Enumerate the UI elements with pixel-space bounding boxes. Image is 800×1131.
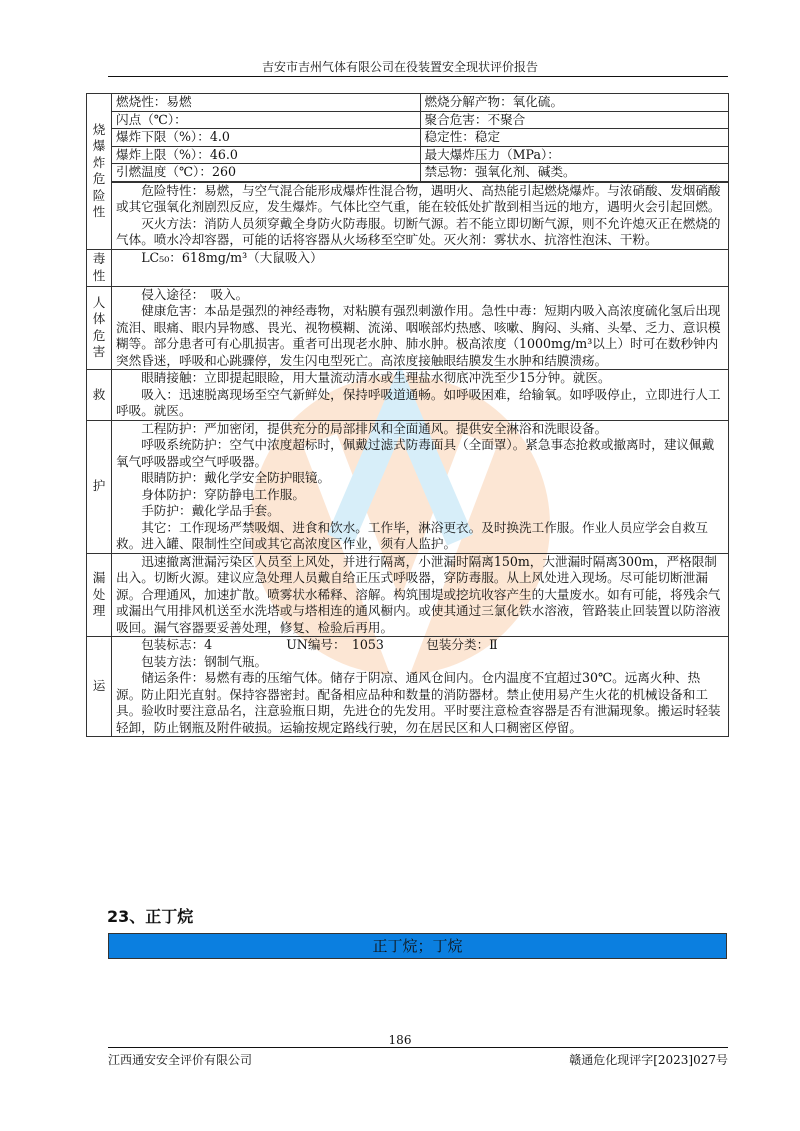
storage-text: 储运条件：易燃有毒的压缩气体。储存于阴凉、通风仓间内。仓内温度不宜超过30℃。远离火种、热源。防止阳光直射。保持容器密封。配备相应品种和数量的消防器材。禁止使用易产生火花的机械设备和工具。验收时要注意品名，注意验瓶日期，先进仓的先发用。平时要注意检查容器是否有泄漏现象。搬运时轻装轻卸，防止钢瓶及附件破损。运输按规定路线行驶，勿在居民区和人口稠密区停留。 xyxy=(116,670,721,735)
rescue-label: 救 xyxy=(87,370,112,421)
leak-text: 迅速撤离泄漏污染区人员至上风处，并进行隔离，小泄漏时隔离150m，大泄漏时隔离300m，严格限制出入。切断火源。建议应急处理人员戴自给正压式呼吸器，穿防毒服。从上风处进入现场。尽可能切断泄漏源。合理通风，加速扩散。喷雾状水稀释、溶解。构筑围堤或挖坑收容产生的大量废水。如有可能，将残余气或漏出气用排风机送至水洗塔或与塔相连的通风橱内。或使其通过三氯化铁水溶液，管路装止回装置以防溶液吸回。漏气容器要妥善处理，修复、检验后再用。 xyxy=(116,553,721,635)
fire-row xyxy=(112,147,728,165)
hazard-text: 危险特性：易燃，与空气混合能形成爆炸性混合物，遇明火、高热能引起燃烧爆炸。与浓硝酸、发烟硝酸或其它强氧化剂剧烈反应，发生爆炸。气体比空气重，能在较低处扩散到相当远的地方，遇明火会引起回燃。 xyxy=(116,182,721,214)
cell: 禁忌物：强氧化剂、碱类。 xyxy=(420,164,729,181)
toxicity-label: 毒性 xyxy=(87,249,112,286)
cell: 最大爆炸压力（MPa）： xyxy=(420,147,729,164)
protection-label: 护 xyxy=(87,420,112,553)
page-number: 186 xyxy=(388,1033,412,1047)
msds-table xyxy=(86,93,729,737)
footer-company: 江西通安安全评价有限公司 xyxy=(108,1053,253,1067)
inhalation-text: 吸入：迅速脱离现场至空气新鲜处，保持呼吸道通畅。如呼吸困难，给输氧。如呼吸停止，立即进行人工呼吸。就医。 xyxy=(116,386,721,418)
transport-section xyxy=(87,637,729,737)
package-info-line xyxy=(116,637,724,654)
package-method: 包装方法：钢制气瓶。 xyxy=(141,653,268,669)
page-header: 吉安市吉州气体有限公司在役装置安全现状评价报告 xyxy=(261,60,538,74)
cell: 引燃温度（℃）：260 xyxy=(116,164,236,179)
protection-item: 身体防护：穿防静电工作服。 xyxy=(141,486,305,502)
firefighting-text: 灭火方法：消防人员须穿戴全身防火防毒服。切断气源。若不能立即切断气源，则不允许熄灭正在燃烧的气体。喷水冷却容器，可能的话将容器从火场移至空旷处。灭火剂：雾状水、抗溶性泡沫、干粉。 xyxy=(116,215,721,247)
fire-row xyxy=(112,112,728,130)
header-rule xyxy=(108,76,728,77)
leak-label: 漏处理 xyxy=(87,553,112,637)
package-mark: 包装标志：4 xyxy=(141,637,213,652)
health-label: 人体危害 xyxy=(87,286,112,370)
fire-row xyxy=(112,164,728,182)
footer-report-number: 赣通危化现评字[2023]027号 xyxy=(569,1053,728,1067)
fire-section xyxy=(87,94,729,250)
cell: 爆炸上限（%）：46.0 xyxy=(116,146,238,162)
cell: 燃烧性：易燃 xyxy=(116,94,192,109)
fire-hazard-block xyxy=(112,182,728,249)
protection-section xyxy=(87,420,729,553)
package-class: 包装分类：Ⅱ xyxy=(426,637,498,652)
protection-item: 工程防护：严加密闭，提供充分的局部排风和全面通风。提供安全淋浴和洗眼设备。 xyxy=(141,420,608,436)
health-text: 健康危害：本品是强烈的神经毒物，对粘膜有强烈刺激作用。急性中毒：短期内吸入高浓度硫化氢后出现流泪、眼痛、眼内异物感、畏光、视物模糊、流涕、咽喉部灼热感、咳嗽、胸闷、头痛、头晕、乏力、意识模糊等。部分患者可有心肌损害。重者可出现老水肿、肺水肿。极高浓度（1000mg/m³以上）时可在数秒钟内突然昏迷，呼吸和心跳骤停，发生闪电型死亡。高浓度接触眼结膜发生水肿和结膜溃疡。 xyxy=(116,303,721,368)
eye-contact-text: 眼睛接触：立即提起眼睑，用大量流动清水或生理盐水彻底冲洗至少15分钟。就医。 xyxy=(141,370,611,385)
fire-row xyxy=(112,94,728,112)
cell: 燃烧分解产物：氧化硫。 xyxy=(420,94,729,111)
protection-item: 手防护：戴化学品手套。 xyxy=(141,503,280,518)
fire-label: 烧爆炸危险性 xyxy=(87,94,112,250)
toxicity-text: LC₅₀：618mg/m³（大鼠吸入） xyxy=(141,249,323,265)
substance-name-bar: 正丁烷；丁烷 xyxy=(108,933,727,959)
health-section xyxy=(87,286,729,370)
protection-content xyxy=(112,420,729,553)
fire-row xyxy=(112,129,728,147)
cell: 聚合危害：不聚合 xyxy=(420,112,729,129)
footer-rule xyxy=(108,1047,728,1048)
section-heading: 23、正丁烷 xyxy=(107,907,194,926)
protection-item: 其它：工作现场严禁吸烟、进食和饮水。工作毕，淋浴更衣。及时换洗工作服。作业人员应学会自救互救。进入罐、限制性空间或其它高浓度区作业，须有人监护。 xyxy=(116,519,708,551)
cell: 稳定性：稳定 xyxy=(420,129,729,146)
route-text: 侵入途径： 吸入。 xyxy=(141,286,249,302)
transport-label: 运 xyxy=(87,637,112,737)
toxicity-section xyxy=(87,249,729,286)
health-content xyxy=(112,286,729,370)
rescue-section xyxy=(87,370,729,421)
toxicity-content xyxy=(112,249,729,286)
un-number: UN编号： 1053 xyxy=(286,637,384,652)
protection-item: 呼吸系统防护：空气中浓度超标时，佩戴过滤式防毒面具（全面罩）。紧急事态抢救或撤离时，建议佩戴氧气呼吸器或空气呼吸器。 xyxy=(116,437,715,469)
leak-section xyxy=(87,553,729,637)
rescue-content xyxy=(112,370,729,421)
cell: 爆炸下限（%）：4.0 xyxy=(116,129,230,144)
fire-content xyxy=(112,94,729,250)
protection-item: 眼睛防护：戴化学安全防护眼镜。 xyxy=(141,470,331,485)
cell: 闪点（℃）： xyxy=(116,111,187,127)
leak-content xyxy=(112,553,729,637)
transport-content xyxy=(112,637,729,737)
